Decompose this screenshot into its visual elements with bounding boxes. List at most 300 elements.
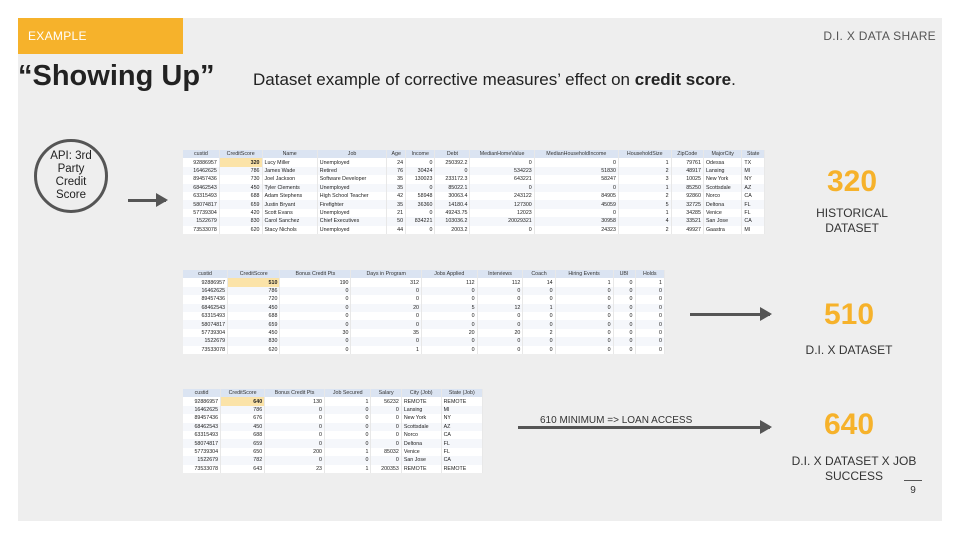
table-row xyxy=(183,329,665,337)
table-cell: 92886957 xyxy=(183,397,221,405)
table-cell: 620 xyxy=(228,346,280,354)
historical-table xyxy=(183,150,765,234)
table-cell: 688 xyxy=(219,192,262,200)
table-cell: REMOTE xyxy=(401,397,441,405)
table-cell: 33521 xyxy=(671,217,703,225)
table-cell: 0 xyxy=(280,304,351,312)
table-cell: 21 xyxy=(387,209,406,217)
table-cell: 85032 xyxy=(371,448,401,456)
table-cell: 68462543 xyxy=(183,304,228,312)
table-cell: Carol Sanchez xyxy=(262,217,317,225)
table-cell: 2 xyxy=(618,167,671,175)
table-row xyxy=(183,226,765,234)
table-cell: 92886957 xyxy=(183,278,228,286)
table-cell: Justin Bryant xyxy=(262,200,317,208)
table-cell: 659 xyxy=(228,320,280,328)
table-cell: 24323 xyxy=(534,226,618,234)
table-cell: 35 xyxy=(387,200,406,208)
table-cell: 30958 xyxy=(534,217,618,225)
column-header: City (Job) xyxy=(401,389,441,397)
table-cell: 720 xyxy=(228,295,280,303)
table-cell: 57739304 xyxy=(183,209,219,217)
table-cell: 200353 xyxy=(371,465,401,473)
column-header: CreditScore xyxy=(219,150,262,158)
table-cell: 89457436 xyxy=(183,295,228,303)
score-job-success: 640 xyxy=(823,408,875,441)
table-cell: 0 xyxy=(371,406,401,414)
table-cell: FL xyxy=(441,448,482,456)
table-cell: 16462625 xyxy=(183,167,219,175)
table-cell: 200 xyxy=(265,448,325,456)
table-cell: NY xyxy=(441,414,482,422)
table-cell: 49927 xyxy=(671,226,703,234)
table-cell: FL xyxy=(742,200,765,208)
table-cell: 676 xyxy=(221,414,265,422)
score-dix: 510 xyxy=(823,298,875,331)
table-cell: 650 xyxy=(221,448,265,456)
table-cell: 24 xyxy=(387,158,406,166)
table-cell: 0 xyxy=(534,158,618,166)
table-cell: 0 xyxy=(351,312,422,320)
table-cell: 58247 xyxy=(534,175,618,183)
table-cell: 0 xyxy=(371,439,401,447)
table-cell: Deltona xyxy=(401,439,441,447)
table-cell: 0 xyxy=(470,158,534,166)
table-cell: 0 xyxy=(555,329,613,337)
table-cell: Tyler Clements xyxy=(262,184,317,192)
table-cell: Deltona xyxy=(703,200,741,208)
column-header: HouseholdSize xyxy=(618,150,671,158)
table-cell: 0 xyxy=(613,320,635,328)
table-cell: 79761 xyxy=(671,158,703,166)
table-cell: 0 xyxy=(280,287,351,295)
table-cell: Scottsdale xyxy=(703,184,741,192)
table-row xyxy=(183,465,483,473)
table-cell: 0 xyxy=(523,320,555,328)
table-cell: 0 xyxy=(325,414,371,422)
table-cell: 12023 xyxy=(470,209,534,217)
table-cell: Software Developer xyxy=(317,175,387,183)
table-cell: 5 xyxy=(421,304,477,312)
table-cell: REMOTE xyxy=(401,465,441,473)
table-cell: 0 xyxy=(406,209,435,217)
table-cell: 0 xyxy=(555,320,613,328)
table-cell: 0 xyxy=(421,312,477,320)
table-cell: Scottsdale xyxy=(401,423,441,431)
caption-dix: D.I. X DATASET xyxy=(805,343,893,357)
table-cell: 89457436 xyxy=(183,414,221,422)
column-header: Days in Program xyxy=(351,270,422,278)
table-cell: CA xyxy=(742,192,765,200)
table-cell: 0 xyxy=(635,295,665,303)
column-header: Job Secured xyxy=(325,389,371,397)
table-cell: 320 xyxy=(219,158,262,166)
table-cell: 1522679 xyxy=(183,456,221,464)
table-cell: Norco xyxy=(401,431,441,439)
table-cell: 0 xyxy=(325,431,371,439)
table-cell: 2003.2 xyxy=(435,226,470,234)
column-header: Debt xyxy=(435,150,470,158)
table-cell: 0 xyxy=(351,320,422,328)
table-cell: 0 xyxy=(470,226,534,234)
column-header: ZipCode xyxy=(671,150,703,158)
table-cell: 620 xyxy=(219,226,262,234)
table-cell: 0 xyxy=(555,312,613,320)
table-cell: 73533078 xyxy=(183,346,228,354)
table-cell: 89457436 xyxy=(183,175,219,183)
table-row xyxy=(183,406,483,414)
arrow-dix-icon xyxy=(690,313,770,316)
api-label: API: 3rd Party Credit Score xyxy=(50,150,92,201)
table-cell: 49243.75 xyxy=(435,209,470,217)
table-cell: 782 xyxy=(221,456,265,464)
column-header: State (Job) xyxy=(441,389,482,397)
table-cell: 450 xyxy=(228,329,280,337)
table-cell: 56232 xyxy=(371,397,401,405)
section-tag: EXAMPLE xyxy=(18,18,183,54)
table-row xyxy=(183,278,665,286)
table-cell: 58074817 xyxy=(183,200,219,208)
table-row xyxy=(183,287,665,295)
table-cell: 688 xyxy=(221,431,265,439)
table-cell: 5 xyxy=(618,200,671,208)
table-row xyxy=(183,209,765,217)
table-cell: 0 xyxy=(613,278,635,286)
subtitle-end: . xyxy=(731,70,736,89)
table-cell: 0 xyxy=(371,431,401,439)
table-cell: 42 xyxy=(387,192,406,200)
table-cell: 510 xyxy=(228,278,280,286)
table-cell: 190 xyxy=(280,278,351,286)
table-cell: 58948 xyxy=(406,192,435,200)
table-cell: 85250 xyxy=(671,184,703,192)
column-header: Coach xyxy=(523,270,555,278)
table-header-row xyxy=(183,389,483,397)
table-cell: Retired xyxy=(317,167,387,175)
table-cell: 0 xyxy=(613,287,635,295)
table-cell: 420 xyxy=(219,209,262,217)
table-cell: 0 xyxy=(280,312,351,320)
table-cell: Unemployed xyxy=(317,209,387,217)
table-cell: 643 xyxy=(221,465,265,473)
table-cell: 0 xyxy=(613,337,635,345)
table-cell: 112 xyxy=(477,278,523,286)
table-cell: REMOTE xyxy=(441,465,482,473)
table-cell: 0 xyxy=(280,346,351,354)
table-cell: 0 xyxy=(613,312,635,320)
table-cell: 0 xyxy=(265,423,325,431)
table-cell: Joel Jackson xyxy=(262,175,317,183)
table-cell: 0 xyxy=(523,337,555,345)
column-header: Hiring Events xyxy=(555,270,613,278)
table-header-row xyxy=(183,150,765,158)
table-row xyxy=(183,295,665,303)
table-cell: 103036.2 xyxy=(435,217,470,225)
table-cell: 830 xyxy=(228,337,280,345)
table-cell: 0 xyxy=(534,184,618,192)
table-cell: 1 xyxy=(523,304,555,312)
page-title: “Showing Up” xyxy=(18,60,215,92)
table-row xyxy=(183,320,665,328)
table-cell: 312 xyxy=(351,278,422,286)
table-cell: 830 xyxy=(219,217,262,225)
table-cell: 68462543 xyxy=(183,423,221,431)
table-cell: 73533078 xyxy=(183,226,219,234)
table-cell: 1 xyxy=(351,346,422,354)
table-cell: 0 xyxy=(555,304,613,312)
table-cell: 16462625 xyxy=(183,287,228,295)
table-cell: 0 xyxy=(280,337,351,345)
table-row xyxy=(183,158,765,166)
dix-table xyxy=(183,270,665,354)
table-cell: 10025 xyxy=(671,175,703,183)
table-cell: 0 xyxy=(351,295,422,303)
subtitle-text: Dataset example of corrective measures’ effect on xyxy=(253,70,635,89)
caption-historical: HISTORICAL DATASET xyxy=(816,206,888,235)
table-cell: 233172.3 xyxy=(435,175,470,183)
table-cell: REMOTE xyxy=(441,397,482,405)
table-cell: 44 xyxy=(387,226,406,234)
table-cell: 50 xyxy=(387,217,406,225)
table-cell: 834221 xyxy=(406,217,435,225)
column-header: MajorCity xyxy=(703,150,741,158)
table-cell: 20 xyxy=(421,329,477,337)
table-cell: 0 xyxy=(534,209,618,217)
table-cell: 0 xyxy=(613,346,635,354)
table-cell: Venice xyxy=(401,448,441,456)
table-cell: 34285 xyxy=(671,209,703,217)
table-row xyxy=(183,448,483,456)
table-cell: 0 xyxy=(265,431,325,439)
table-row xyxy=(183,397,483,405)
table-cell: 45059 xyxy=(534,200,618,208)
table-cell: San Jose xyxy=(703,217,741,225)
table-cell: 2 xyxy=(618,192,671,200)
table-cell: 243122 xyxy=(470,192,534,200)
table-cell: 20029321 xyxy=(470,217,534,225)
column-header: Bonus Credit Pts xyxy=(265,389,325,397)
table-cell: 0 xyxy=(635,312,665,320)
table-cell: 0 xyxy=(555,295,613,303)
table-cell: 0 xyxy=(371,414,401,422)
table-cell: 786 xyxy=(221,406,265,414)
table-row xyxy=(183,304,665,312)
table-cell: 51830 xyxy=(534,167,618,175)
table-cell: 0 xyxy=(265,414,325,422)
table-cell: 0 xyxy=(265,456,325,464)
table-cell: 0 xyxy=(477,312,523,320)
table-cell: NY xyxy=(742,175,765,183)
column-header: CreditScore xyxy=(228,270,280,278)
column-header: Holds xyxy=(635,270,665,278)
table-cell: FL xyxy=(441,439,482,447)
table-cell: 20 xyxy=(351,304,422,312)
table-cell: Firefighter xyxy=(317,200,387,208)
table-cell: 130023 xyxy=(406,175,435,183)
api-circle xyxy=(34,139,108,213)
column-header: Age xyxy=(387,150,406,158)
table-cell: Lucy Miller xyxy=(262,158,317,166)
table-row xyxy=(183,200,765,208)
table-cell: 0 xyxy=(555,337,613,345)
table-cell: 0 xyxy=(523,312,555,320)
table-cell: 0 xyxy=(613,304,635,312)
table-cell: 0 xyxy=(406,158,435,166)
job-success-table xyxy=(183,389,483,473)
column-header: State xyxy=(742,150,765,158)
table-cell: 20 xyxy=(477,329,523,337)
column-header: Name xyxy=(262,150,317,158)
table-cell: 14180.4 xyxy=(435,200,470,208)
table-cell: 57739304 xyxy=(183,448,221,456)
table-cell: 48917 xyxy=(671,167,703,175)
table-cell: Odessa xyxy=(703,158,741,166)
table-cell: 0 xyxy=(406,184,435,192)
table-cell: MI xyxy=(742,226,765,234)
table-cell: 0 xyxy=(523,295,555,303)
table-cell: 0 xyxy=(555,346,613,354)
table-cell: AZ xyxy=(441,423,482,431)
table-cell: MI xyxy=(441,406,482,414)
column-header: Income xyxy=(406,150,435,158)
table-cell: 1522679 xyxy=(183,337,228,345)
column-header: MedianHouseholdIncome xyxy=(534,150,618,158)
table-cell: 12 xyxy=(477,304,523,312)
table-cell: 0 xyxy=(325,456,371,464)
arrow-api-icon xyxy=(128,199,166,202)
table-cell: 73533078 xyxy=(183,465,221,473)
table-cell: 0 xyxy=(477,346,523,354)
table-cell: 35 xyxy=(387,175,406,183)
table-cell: 1522679 xyxy=(183,217,219,225)
table-cell: CA xyxy=(742,217,765,225)
table-cell: 85022.1 xyxy=(435,184,470,192)
table-cell: 35 xyxy=(387,184,406,192)
table-cell: 0 xyxy=(635,320,665,328)
table-cell: CA xyxy=(441,431,482,439)
table-row xyxy=(183,312,665,320)
score-historical: 320 xyxy=(826,165,878,198)
table-cell: Venice xyxy=(703,209,741,217)
table-cell: 0 xyxy=(351,287,422,295)
table-cell: 92886957 xyxy=(183,158,219,166)
page-subtitle xyxy=(253,70,736,90)
caption-job-success: D.I. X DATASET X JOB SUCCESS xyxy=(791,454,917,483)
table-cell: 0 xyxy=(635,287,665,295)
table-cell: 786 xyxy=(228,287,280,295)
table-cell: 0 xyxy=(421,295,477,303)
table-cell: 35 xyxy=(351,329,422,337)
table-cell: 0 xyxy=(635,329,665,337)
table-cell: 0 xyxy=(523,346,555,354)
table-cell: 2 xyxy=(618,226,671,234)
table-cell: 450 xyxy=(228,304,280,312)
column-header: Job xyxy=(317,150,387,158)
table-cell: San Jose xyxy=(401,456,441,464)
table-cell: 68462543 xyxy=(183,184,219,192)
table-cell: Chief Executives xyxy=(317,217,387,225)
table-cell: 0 xyxy=(265,439,325,447)
table-cell: 1 xyxy=(325,397,371,405)
table-cell: Unemployed xyxy=(317,226,387,234)
table-cell: 0 xyxy=(435,167,470,175)
table-cell: 63315493 xyxy=(183,431,221,439)
table-cell: 2 xyxy=(523,329,555,337)
table-cell: FL xyxy=(742,209,765,217)
table-cell: 0 xyxy=(635,304,665,312)
table-cell: James Wade xyxy=(262,167,317,175)
table-row xyxy=(183,337,665,345)
table-row xyxy=(183,456,483,464)
brand-label: D.I. X DATA SHARE xyxy=(823,29,936,43)
table-cell: 0 xyxy=(477,295,523,303)
table-cell: 659 xyxy=(219,200,262,208)
table-cell: 36360 xyxy=(406,200,435,208)
table-cell: Lansing xyxy=(703,167,741,175)
column-header: Salary xyxy=(371,389,401,397)
table-cell: 30063.4 xyxy=(435,192,470,200)
table-cell: 4 xyxy=(618,217,671,225)
arrow-job-icon xyxy=(518,426,770,429)
table-row xyxy=(183,414,483,422)
column-header: custid xyxy=(183,150,219,158)
column-header: Interviews xyxy=(477,270,523,278)
table-cell: MI xyxy=(742,167,765,175)
table-header-row xyxy=(183,270,665,278)
table-cell: 30 xyxy=(280,329,351,337)
table-cell: AZ xyxy=(742,184,765,192)
table-row xyxy=(183,346,665,354)
table-cell: 688 xyxy=(228,312,280,320)
table-cell: 0 xyxy=(325,406,371,414)
table-cell: 76 xyxy=(387,167,406,175)
table-cell: 659 xyxy=(221,439,265,447)
page-number: 9 xyxy=(904,480,922,496)
minimum-label: 610 MINIMUM => LOAN ACCESS xyxy=(540,415,693,426)
subtitle-emphasis: credit score xyxy=(634,70,732,89)
table-cell: 63315493 xyxy=(183,312,228,320)
table-cell: 3 xyxy=(618,175,671,183)
table-cell: 0 xyxy=(351,337,422,345)
table-row xyxy=(183,175,765,183)
table-cell: 58074817 xyxy=(183,439,221,447)
column-header: Bonus Credit Pts xyxy=(280,270,351,278)
table-cell: Adam Stephens xyxy=(262,192,317,200)
table-cell: Lansing xyxy=(401,406,441,414)
column-header: UBI xyxy=(613,270,635,278)
table-cell: New York xyxy=(703,175,741,183)
table-cell: 32725 xyxy=(671,200,703,208)
table-cell: High School Teacher xyxy=(317,192,387,200)
table-cell: 0 xyxy=(371,423,401,431)
table-cell: 0 xyxy=(477,337,523,345)
table-cell: 0 xyxy=(421,346,477,354)
table-cell: 640 xyxy=(221,397,265,405)
table-cell: 250392.2 xyxy=(435,158,470,166)
column-header: custid xyxy=(183,270,228,278)
table-cell: 0 xyxy=(613,295,635,303)
table-cell: New York xyxy=(401,414,441,422)
table-cell: 14 xyxy=(523,278,555,286)
table-cell: 127300 xyxy=(470,200,534,208)
table-cell: 84905 xyxy=(534,192,618,200)
table-cell: 1 xyxy=(618,209,671,217)
table-cell: CA xyxy=(441,456,482,464)
table-cell: 16462625 xyxy=(183,406,221,414)
table-cell: Unemployed xyxy=(317,158,387,166)
table-row xyxy=(183,431,483,439)
table-cell: 0 xyxy=(555,287,613,295)
